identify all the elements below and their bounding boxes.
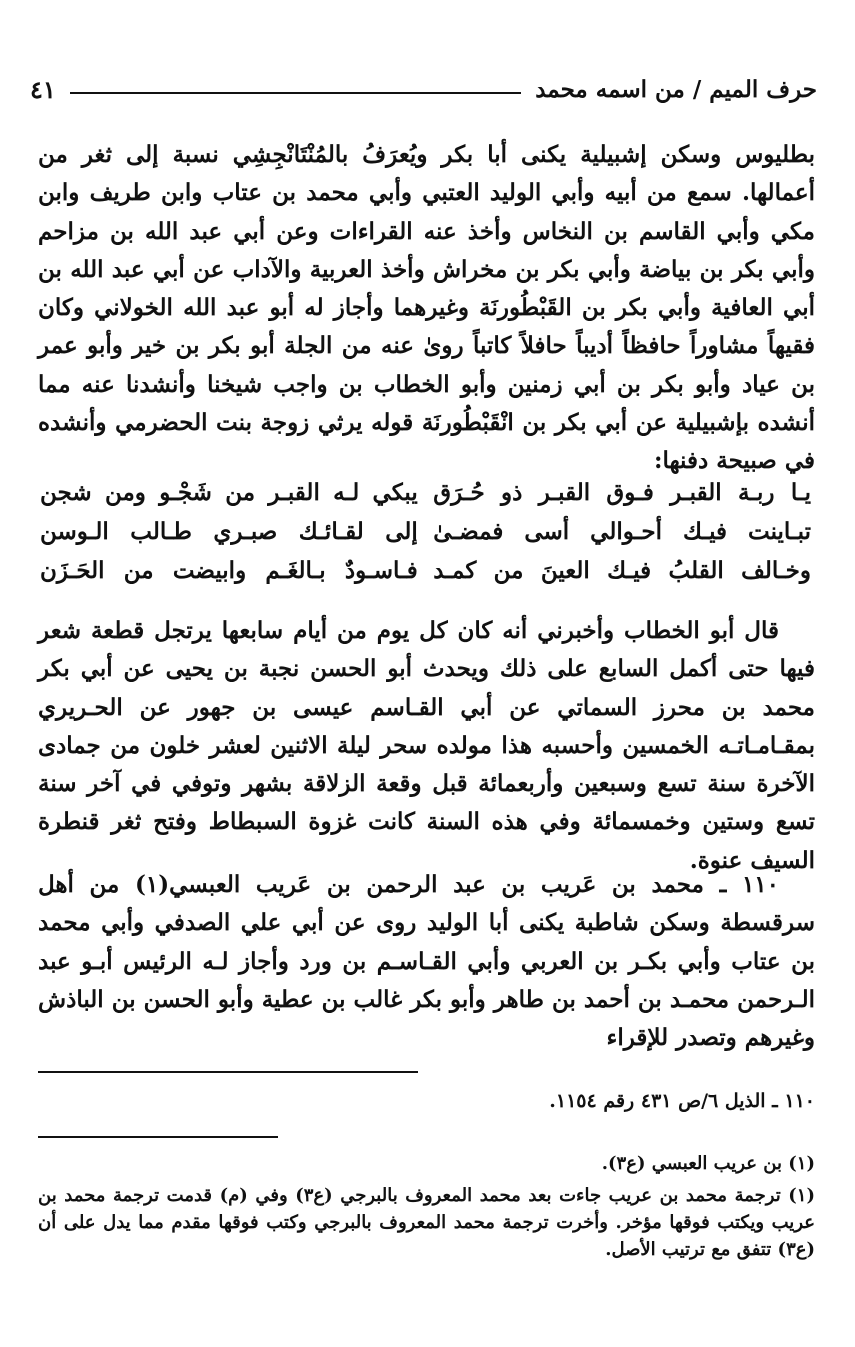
poem-verse: [40, 551, 811, 590]
verse-first-hemistich: يـا ربـة القبـر فـوق القبـر ذو حُـرَق: [433, 479, 811, 506]
footnote-2: (١) ترجمة محمد بن عريب جاءت بعد محمد المعروف بالبرجي (ع٣) وفي (م) قدمت ترجمة محمد بن عريب ويكتب فوقها مؤخر. وأخرت ترجمة محمد المعروف بالبرجي وكتب فوقها مقدم مما يدل على أن (ع٣) تتفق مع ترتيب الأصل.: [38, 1185, 815, 1260]
header-rule: [70, 92, 521, 94]
entry-110: [38, 866, 815, 1057]
verse-second-hemistich: إلى لقـائـك صبـري طـالب الـوسن: [40, 518, 418, 545]
footnote-divider-short: [38, 1136, 278, 1138]
page-header: [30, 70, 817, 108]
poem-verse: [40, 512, 811, 551]
verse-second-hemistich: يبكي لـه القبـر من شَجْـو ومن شجن: [40, 479, 418, 506]
footnote-divider: [38, 1071, 418, 1073]
elegy-poem: [40, 473, 811, 590]
page-number: ٤١: [30, 74, 56, 104]
verse-second-hemistich: فـاسـودٌ بـالغَـم وابيضت من الحَـزَن: [40, 557, 418, 584]
biography-continuation: [38, 136, 815, 481]
paragraph: ١١٠ ـ محمد بن عَريب بن عبد الرحمن بن عَريب العبسي(١) من أهل سرقسطة وسكن شاطبة يكنى أبا الوليد روى عن أبي علي الصدفي وأبي محمد بن عتاب وأبي بكـر بن العربي وأبي القـاسـم بن ورد وأجاز لـه الرئيس أبـو عبد الـرحمن محمـد بن أحمد بن طاهر وأبو بكر غالب بن عطية وأبو الحسن بن الباذش وغيرهم وتصدر للإقراء: [38, 871, 815, 1052]
verse-first-hemistich: تبـاينت فيـك أحـوالي أسى فمضـىٰ: [433, 518, 811, 545]
source-footnote: ١١٠ ـ الذيل ٦/ص ٤٣١ رقم ١١٥٤.: [549, 1090, 815, 1112]
footnote-1: (١) بن عريب العبسي (ع٣).: [601, 1153, 815, 1174]
paragraph: بطليوس وسكن إشبيلية يكنى أبا بكر ويُعرَفُ بالمُنْتَانْجِشِي نسبة إلى ثغر من أعمالها. سمع من أبيه وأبي الوليد العتبي وأبي محمد بن عتاب وابن طريف وابن مكي وأبي القاسم بن النخاس وأخذ عنه القراءات وعن أبي عبد الله بن مزاحم وأبي بكر بن بياضة وأبي بكر بن مخراش وأخذ العربية والآداب عن أبي عبد الله بن أبي العافية وأبي بكر بن القَبْطُورنَة وغيرهما وأجاز له أبو عبد الله الخولاني وكان فقيهاً مشاوراً حافظاً أديباً حافلاً كاتباً روىٰ عنه من الجلة أبو بكر بن خير وأبو عمر بن عياد وأبو بكر بن أبي زمنين وأبو الخطاب بن واجب شيخنا وأنشدنا عنه مما أنشده بإشبيلية عن أبي بكر بن انْقَبْطُورنَة قوله يرثي زوجة بنت الحضرمي وأنشده في صبيحة دفنها:: [38, 141, 815, 475]
narration-paragraph: [38, 612, 815, 880]
poem-verse: [40, 473, 811, 512]
verse-first-hemistich: وخـالف القلبُ فيـك العينَ من كمـد: [433, 557, 811, 584]
running-title: حرف الميم / من اسمه محمد: [535, 75, 817, 103]
paragraph: قال أبو الخطاب وأخبرني أنه كان كل يوم من أيام سابعها يرتجل قطعة شعر فيها حتى أكمل السابع على ذلك ويحدث أبو الحسن نجبة بن يحيى عن أبي بكر محمد بن محرز السماتي عن أبي القـاسم عيسى بن جهور عن الحـريري بمقـامـاتـه الخمسين وأحسبه هذا مولده سحر ليلة الاثنين لعشر خلون من جمادى الآخرة سنة تسع وسبعين وأربعمائة قبل وقعة الزلاقة بشهر وتوفي في آخر سنة تسع وستين وخمسمائة وفي هذه السنة كانت غزوة السبطاط وفتح ثغر قنطرة السيف عنوة.: [38, 617, 815, 874]
